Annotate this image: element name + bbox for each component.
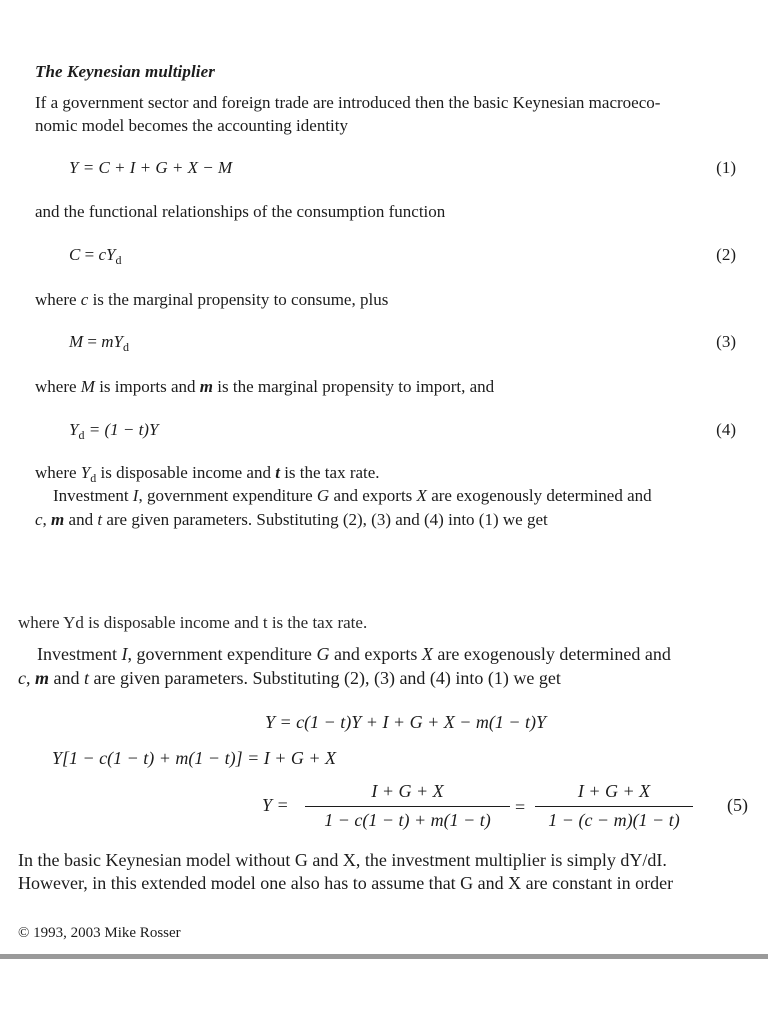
footer-divider <box>0 954 768 959</box>
equation-3-number: (3) <box>716 332 736 351</box>
fraction-1-numerator: I + G + X <box>371 781 444 801</box>
equation-substituted: Y = c(1 − t)Y + I + G + X − m(1 − t)Y <box>265 712 547 732</box>
text-after-eq3: where M is imports and m is the marginal propensity to import, and <box>35 377 495 396</box>
text-after-eq4: where $Y_d$ is disposable income and t is the tax rate. <box>35 463 380 485</box>
clipped-text-strip: where Yd is disposable income and t is the tax rate. <box>18 613 368 632</box>
equation-3: $M = mY_d$ <box>69 332 129 354</box>
intro-line-2: nomic model becomes the accounting identity <box>35 116 348 135</box>
equation-5-equals: = <box>515 797 526 817</box>
fraction-2-numerator: I + G + X <box>577 781 651 801</box>
equation-2-number: (2) <box>716 245 736 264</box>
text-after-eq2: where c is the marginal propensity to consume, plus <box>35 290 389 309</box>
equation-2: $C = cY_d$ <box>69 245 122 267</box>
equation-4: $Y_d = (1 - t)Y$ <box>69 420 159 442</box>
paragraph2-line-2: c, m and t are given parameters. Substituting (2), (3) and (4) into (1) we get <box>35 510 548 529</box>
text-after-eq1: and the functional relationships of the consumption function <box>35 202 446 221</box>
bottom-paragraph-line-2: c, m and t are given parameters. Substituting (2), (3) and (4) into (1) we get <box>18 668 561 688</box>
equation-collected: Y[1 − c(1 − t) + m(1 − t)] = I + G + X <box>52 748 337 768</box>
closing-line-2: However, in this extended model one also has to assume that G and X are constant in order <box>18 873 674 893</box>
fraction-1-denominator: 1 − c(1 − t) + m(1 − t) <box>324 810 491 830</box>
fraction-2-bar <box>535 806 693 807</box>
equation-5-number: (5) <box>727 795 748 815</box>
equation-4-number: (4) <box>716 420 736 439</box>
fraction-1-bar <box>305 806 510 807</box>
intro-line-1: If a government sector and foreign trade are introduced then the basic Keynesian macroeco- <box>35 93 661 112</box>
section-title: The Keynesian multiplier <box>35 62 215 81</box>
bottom-paragraph-line-1: Investment I, government expenditure G and exports X are exogenously determined and <box>37 644 671 664</box>
equation-5-lhs: Y = <box>262 795 289 815</box>
closing-line-1: In the basic Keynesian model without G and X, the investment multiplier is simply dY/dI. <box>18 850 667 870</box>
copyright-notice: © 1993, 2003 Mike Rosser <box>18 925 181 941</box>
equation-1-number: (1) <box>716 158 736 177</box>
equation-1: Y = C + I + G + X − M <box>69 158 233 177</box>
fraction-2-denominator: 1 − (c − m)(1 − t) <box>548 810 680 830</box>
paragraph2-line-1: Investment I, government expenditure G and exports X are exogenously determined and <box>53 486 652 505</box>
